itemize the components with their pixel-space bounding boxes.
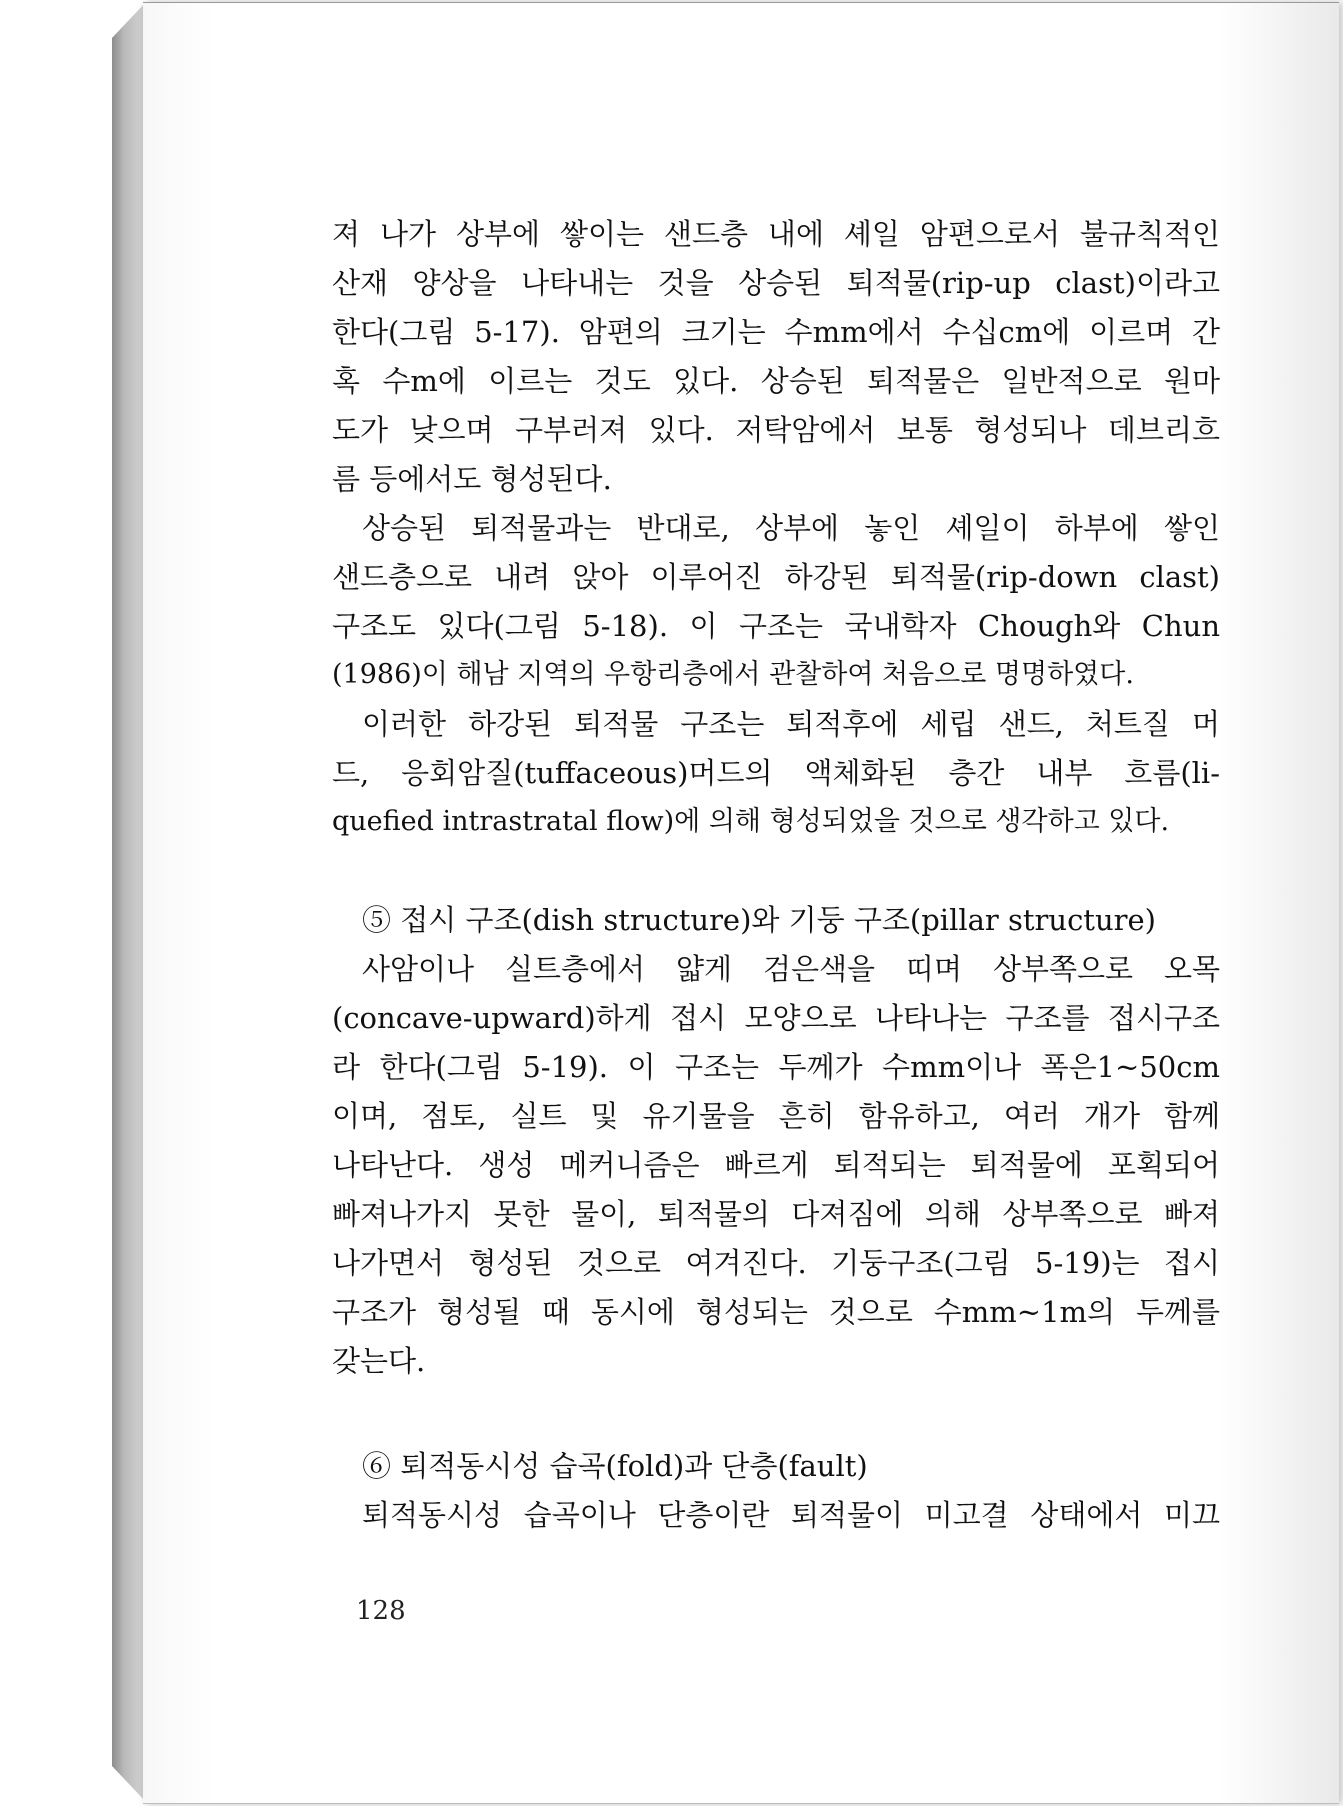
text-line: 빠져나가지 못한 물이, 퇴적물의 다져짐에 의해 상부쪽으로 빠져 — [332, 1197, 1220, 1231]
text-line: 갖는다. — [332, 1344, 426, 1378]
text-line: 름 등에서도 형성된다. — [332, 462, 612, 496]
text-line: 나가면서 형성된 것으로 여겨진다. 기둥구조(그림 5-19)는 접시 — [332, 1246, 1220, 1280]
text-line: 산재 양상을 나타내는 것을 상승된 퇴적물(rip-up clast)이라고 — [332, 266, 1220, 300]
text-line: 드, 응회암질(tuffaceous)머드의 액체화된 층간 내부 흐름(li- — [332, 756, 1220, 790]
paragraph-start-line: 퇴적동시성 습곡이나 단층이란 퇴적물이 미고결 상태에서 미끄 — [362, 1498, 1220, 1532]
paragraph-start-line: 상승된 퇴적물과는 반대로, 상부에 놓인 셰일이 하부에 쌓인 — [362, 511, 1220, 545]
text-line: (1986)이 해남 지역의 우항리층에서 관찰하여 처음으로 명명하였다. — [332, 659, 1134, 690]
text-line: 구조가 형성될 때 동시에 형성되는 것으로 수mm~1m의 두께를 — [332, 1295, 1220, 1329]
section-heading: ⑥ 퇴적동시성 습곡(fold)과 단층(fault) — [362, 1449, 868, 1483]
text-line: 샌드층으로 내려 앉아 이루어진 하강된 퇴적물(rip-down clast) — [332, 560, 1220, 594]
text-line: 져 나가 상부에 쌓이는 샌드층 내에 셰일 암편으로서 불규칙적인 — [332, 217, 1220, 251]
section-heading: ⑤ 접시 구조(dish structure)와 기둥 구조(pillar structure) — [362, 903, 1156, 937]
page-number: 128 — [356, 1596, 406, 1626]
text-line: 구조도 있다(그림 5-18). 이 구조는 국내학자 Chough와 Chun — [332, 609, 1220, 643]
paragraph-start-line: 사암이나 실트층에서 얇게 검은색을 띠며 상부쪽으로 오목 — [362, 952, 1220, 986]
text-line: 나타난다. 생성 메커니즘은 빠르게 퇴적되는 퇴적물에 포획되어 — [332, 1148, 1220, 1182]
text-line: 도가 낮으며 구부러져 있다. 저탁암에서 보통 형성되나 데브리흐 — [332, 413, 1220, 447]
text-line: 이며, 점토, 실트 및 유기물을 흔히 함유하고, 여러 개가 함께 — [332, 1099, 1220, 1133]
text-line: (concave-upward)하게 접시 모양으로 나타나는 구조를 접시구조 — [332, 1001, 1220, 1035]
paragraph-start-line: 이러한 하강된 퇴적물 구조는 퇴적후에 세립 샌드, 처트질 머 — [362, 707, 1220, 741]
book-page-edge — [112, 2, 146, 1802]
text-line: 혹 수m에 이르는 것도 있다. 상승된 퇴적물은 일반적으로 원마 — [332, 364, 1220, 398]
text-line: 라 한다(그림 5-19). 이 구조는 두께가 수mm이나 폭은1~50cm — [332, 1050, 1220, 1084]
text-line: quefied intrastratal flow)에 의해 형성되었을 것으로 생각하고 있다. — [332, 806, 1170, 837]
text-line: 한다(그림 5-17). 암편의 크기는 수mm에서 수십cm에 이르며 간 — [332, 315, 1220, 349]
